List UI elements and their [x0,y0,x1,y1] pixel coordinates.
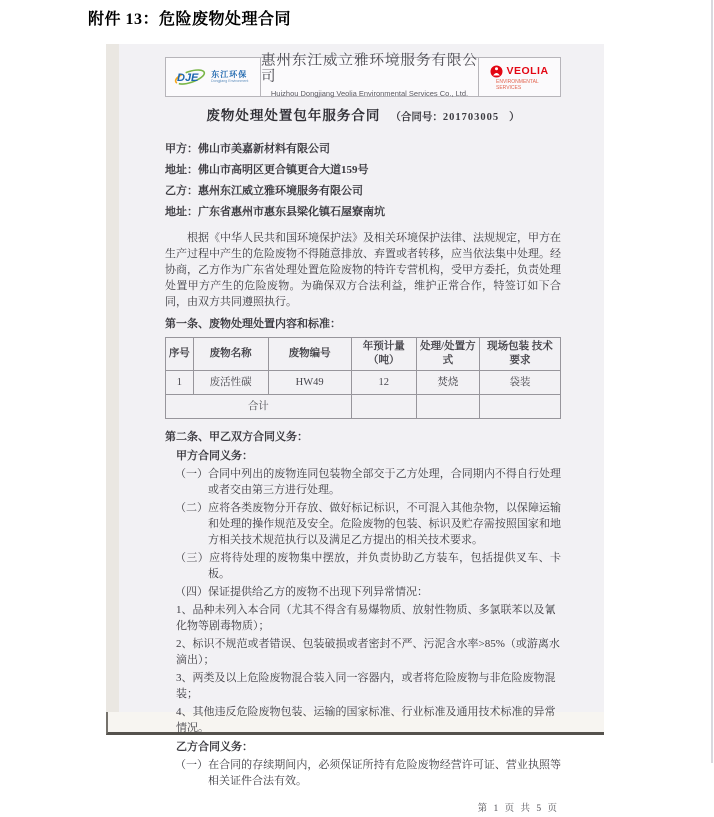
dje-swirl-icon [173,68,207,86]
party-a-value: 佛山市美嘉新材料有限公司 [198,143,330,155]
veolia-name-label: VEOLIA [506,65,549,77]
total-qty-cell [351,395,416,419]
total-label-cell: 合计 [166,395,352,419]
veolia-logo [478,58,560,96]
contract-no-close: ） [509,112,520,123]
party-b-line [165,181,561,202]
window-edge-divider [711,0,713,763]
cell-annual-qty: 12 [351,371,416,395]
waste-table-data-row [166,371,561,395]
section1-heading: 第一条、废物处理处置内容和标准： [165,318,341,330]
party-b-address-label: 地址： [165,206,198,218]
abnormal-item-4: 4、其他违反危险废物包装、运输的国家标准、行业标准及通用技术标准的异常情况。 [176,706,556,734]
party-b-clause-1: （一）在合同的存续期间内，必须保证所持有危险废物经营许可证、营业执照等相关证件合法有效。 [175,759,561,787]
veolia-icon [490,65,503,78]
attachment-title: 附件 13：危险废物处理合同 [88,11,292,28]
party-a-clause-3: （三）应将待处理的废物集中摆放，并负责协助乙方装车，包括提供叉车、卡板。 [175,552,561,580]
total-packaging-cell [479,395,560,419]
abnormal-item-3: 3、两类及以上危险废物混合装入同一容器内，或者将危险废物与非危险废物混装； [176,672,556,700]
party-a-clause-2: （二）应将各类废物分开存放、做好标记标识，不可混入其他杂物，以保障运输和处理的操作规范及安全。危险废物的包装、标识及贮存需按照国家和地方相关技术规范执行以及满足乙方提出的相关技术要求。 [175,502,561,546]
col-header-annual-qty: 年预计量 （吨） [351,338,416,371]
col-header-packaging: 现场包装 技术要求 [479,338,560,371]
parties-block [165,139,561,223]
contract-number: 201703005 [442,112,500,123]
party-a-label: 甲方： [165,143,198,155]
party-b-address-line [165,202,561,223]
cell-waste-code: HW49 [268,371,351,395]
dje-cn-label: 东江环保 [211,70,248,79]
preamble-paragraph: 根据《中华人民共和国环境保护法》及相关环境保护法律、法规规定，甲方在生产过程中产生的危险废物不得随意排放、弃置或者转移，应当依法集中处理。经协商，乙方作为广东省处理处置危险废物的特许专营机构，受甲方委托，负责处理处置甲方产生的危险废物。为确保双方合法利益，维护正常合作，特签订如下合同，由双方共同遵照执行。 [165,232,561,308]
cell-waste-name: 废活性碳 [193,371,268,395]
col-header-treatment: 处理/处置方式 [416,338,479,371]
scanned-contract-page [106,44,604,814]
waste-table-header-row [166,338,561,371]
dje-logo-icon [173,68,207,86]
waste-table-total-row [166,395,561,419]
letterhead [165,52,561,98]
col-header-waste-name: 废物名称 [193,338,268,371]
company-name-en: Huizhou Dongjiang Veolia Environmental Services Co., Ltd. [270,88,469,98]
party-a-address-line [165,160,561,181]
svg-text:DJE: DJE [177,72,199,84]
party-b-label: 乙方： [165,185,198,197]
col-header-seq: 序号 [166,338,194,371]
cell-packaging: 袋装 [479,371,560,395]
col-header-waste-code: 废物编号 [268,338,351,371]
contract-page-content [119,44,604,814]
party-a-line [165,139,561,160]
total-treatment-cell [416,395,479,419]
veolia-sub-label: ENVIRONMENTAL SERVICES [496,79,539,91]
contract-title-row [165,108,561,126]
page-number-footer: 第 1 页 共 5 页 [477,804,559,814]
party-b-address-value: 广东省惠州市惠东县梁化镇石屋寮南坑 [198,206,385,218]
scan-paper-edge [106,44,119,712]
dje-logo [166,58,261,96]
party-a-address-value: 佛山市高明区更合镇更合大道159号 [198,164,369,176]
party-a-clause-4: （四）保证提供给乙方的废物不出现下列异常情况： [175,586,428,598]
abnormal-item-2: 2、标识不规范或者错误、包装破损或者密封不严、污泥含水率>85%（或游离水滴出）； [176,638,560,666]
company-name-cn: 惠州东江威立雅环境服务有限公司 [261,52,478,85]
party-a-address-label: 地址： [165,164,198,176]
cell-treatment: 焚烧 [416,371,479,395]
waste-table [165,337,561,419]
contract-no-label: （合同号： [390,112,443,123]
party-a-clause-1: （一）合同中列出的废物连同包装物全部交于乙方处理，合同期内不得自行处理或者交由第三方进行处理。 [175,468,561,496]
contract-title: 废物处理处置包年服务合同 [206,108,381,123]
dje-sub-label: Dongjiang Environment [211,78,249,83]
cell-seq: 1 [166,371,194,395]
section2-heading: 第二条、甲乙双方合同义务： [165,431,308,443]
party-b-obligations-heading: 乙方合同义务： [176,741,253,753]
abnormal-item-1: 1、品种未列入本合同（尤其不得含有易爆物质、放射性物质、多氯联苯以及氰化物等剧毒物质）； [176,604,556,632]
party-a-obligations-heading: 甲方合同义务： [176,450,253,462]
party-b-value: 惠州东江威立雅环境服务有限公司 [198,185,363,197]
company-name-block [261,52,478,98]
